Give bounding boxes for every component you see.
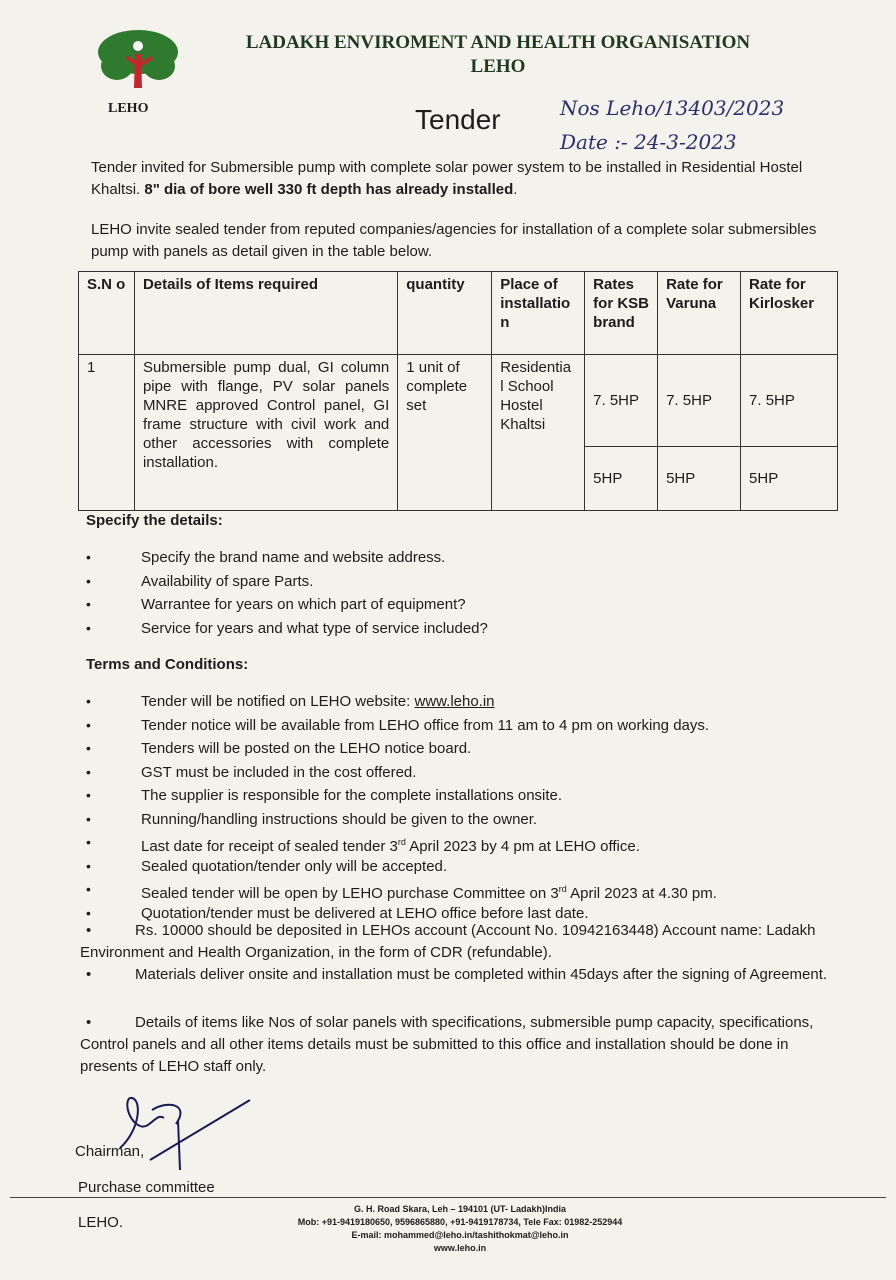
cell-place: Residentia l School Hostel Khaltsi (492, 355, 585, 511)
footer-web: www.leho.in (433, 1243, 487, 1253)
list-item: • Tenders will be posted on the LEHO notice board. (86, 737, 717, 761)
header-quantity: quantity (398, 272, 492, 355)
list-item: • Warrantee for years on which part of equipment? (86, 593, 488, 617)
website-prefix: Tender will be notified on LEHO website: (141, 693, 415, 710)
list-item: • Quotation/tender must be delivered at LEHO office before last date. (86, 902, 717, 926)
header-rate-ksb: Rates for KSB brand (585, 272, 658, 355)
intro-period: . (513, 181, 518, 198)
header-place: Place of installatio n (492, 272, 585, 355)
leho-logo (95, 28, 181, 92)
cell-ksb-7-5hp: 7. 5HP (585, 355, 658, 447)
list-item: • Availability of spare Parts. (86, 570, 488, 594)
open-date-text: Sealed tender will be open by LEHO purchase Committee on 3 (141, 885, 559, 902)
cell-ksb-5hp: 5HP (585, 447, 658, 511)
intro-text: Tender invited for Submersible pump with complete solar power system to be installed in Residential Hostel Khaltsi. (91, 159, 803, 198)
reference-number: Nos Leho/13403/2023 (560, 96, 785, 120)
materials-term (80, 964, 830, 986)
org-short: LEHO (470, 56, 526, 77)
cell-varuna-5hp: 5HP (658, 447, 741, 511)
cell-sno: 1 (79, 355, 135, 511)
purchase-committee-label: Purchase committee (78, 1179, 215, 1196)
list-item (86, 831, 717, 855)
details-text: Details of items like Nos of solar panels with specifications, submersible pump capacity, specifications, Control panels and all other items details must be submitted to this office and installation should be done in presents of LEHO staff only. (80, 1014, 814, 1075)
header-sno: S.N o (79, 272, 135, 355)
footer-leho: LEHO. (78, 1214, 124, 1231)
list-item (86, 690, 717, 714)
list-item: • Sealed quotation/tender only will be accepted. (86, 855, 717, 879)
terms-heading: Terms and Conditions: (86, 656, 249, 673)
intro-paragraph-1 (91, 157, 831, 201)
bullet: • (86, 922, 92, 939)
website-link[interactable]: www.leho.in (414, 693, 495, 710)
deposit-text: Rs. 10000 should be deposited in LEHOs account (Account No. 10942163448) Account name: Ladakh Environment and Health Organization, in the form of CDR (refundable). (80, 922, 816, 961)
header-rate-kirlosker: Rate for Kirlosker (741, 272, 838, 355)
header-details: Details of Items required (134, 272, 397, 355)
list-item (86, 878, 717, 902)
last-date-rest: April 2023 by 4 pm at LEHO office. (405, 838, 640, 855)
deposit-term (80, 920, 830, 964)
list-item: • The supplier is responsible for the complete installations onsite. (86, 784, 717, 808)
logo-label: LEHO (108, 101, 149, 116)
open-date-rest: April 2023 at 4.30 pm. (566, 885, 717, 902)
list-item: • Tender notice will be available from LEHO office from 11 am to 4 pm on working days. (86, 714, 717, 738)
footer-address: G. H. Road Skara, Leh – 194101 (UT- Ladakh)India (353, 1204, 567, 1214)
cell-kirlosker-5hp: 5HP (741, 447, 838, 511)
items-table (78, 271, 838, 511)
footer-email: E-mail: mohammed@leho.in/tashithokmat@leho.in (351, 1230, 569, 1240)
cell-quantity: 1 unit of complete set (398, 355, 492, 511)
header-rate-varuna: Rate for Varuna (658, 272, 741, 355)
chairman-label: Chairman, (75, 1143, 145, 1160)
footer-address-block (270, 1203, 650, 1255)
list-item: • Running/handling instructions should be given to the owner. (86, 808, 717, 832)
footer-phones: Mob: +91-9419180650, 9596865880, +91-9419178734, Tele Fax: 01982-252944 (297, 1217, 623, 1227)
list-item: • GST must be included in the cost offered. (86, 761, 717, 785)
intro-paragraph-2: LEHO invite sealed tender from reputed companies/agencies for installation of a complete solar submersibles pump with panels as detail given in the table below. (91, 221, 817, 260)
cell-kirlosker-7-5hp: 7. 5HP (741, 355, 838, 447)
materials-text: Materials deliver onsite and installation must be completed within 45days after the signing of Agreement. (135, 966, 828, 983)
list-item: • Specify the brand name and website address. (86, 546, 488, 570)
bullet: • (86, 966, 92, 983)
table-row (79, 355, 838, 447)
cell-varuna-7-5hp: 7. 5HP (658, 355, 741, 447)
organisation-title (228, 31, 768, 79)
open-date-sup: rd (558, 884, 567, 894)
cell-details: Submersible pump dual, GI column pipe with flange, PV solar panels MNRE approved Control panel, GI frame structure with civil work and other accessories with complete installation. (134, 355, 397, 511)
document-title: Tender (415, 104, 501, 135)
footer-divider (10, 1197, 886, 1198)
org-name: LADAKH ENVIROMENT AND HEALTH ORGANISATION (245, 32, 751, 53)
handwritten-date: Date :- 24-3-2023 (560, 130, 737, 154)
details-term (80, 1012, 830, 1078)
specify-list (86, 546, 488, 640)
table-header-row (79, 272, 838, 355)
bullet: • (86, 1014, 92, 1031)
specify-heading: Specify the details: (86, 512, 223, 529)
terms-list (86, 690, 717, 925)
bore-well-note: 8" dia of bore well 330 ft depth has already installed (144, 181, 514, 198)
list-item: • Service for years and what type of service included? (86, 617, 488, 641)
last-date-sup: rd (397, 837, 406, 847)
last-date-text: Last date for receipt of sealed tender 3 (141, 838, 398, 855)
